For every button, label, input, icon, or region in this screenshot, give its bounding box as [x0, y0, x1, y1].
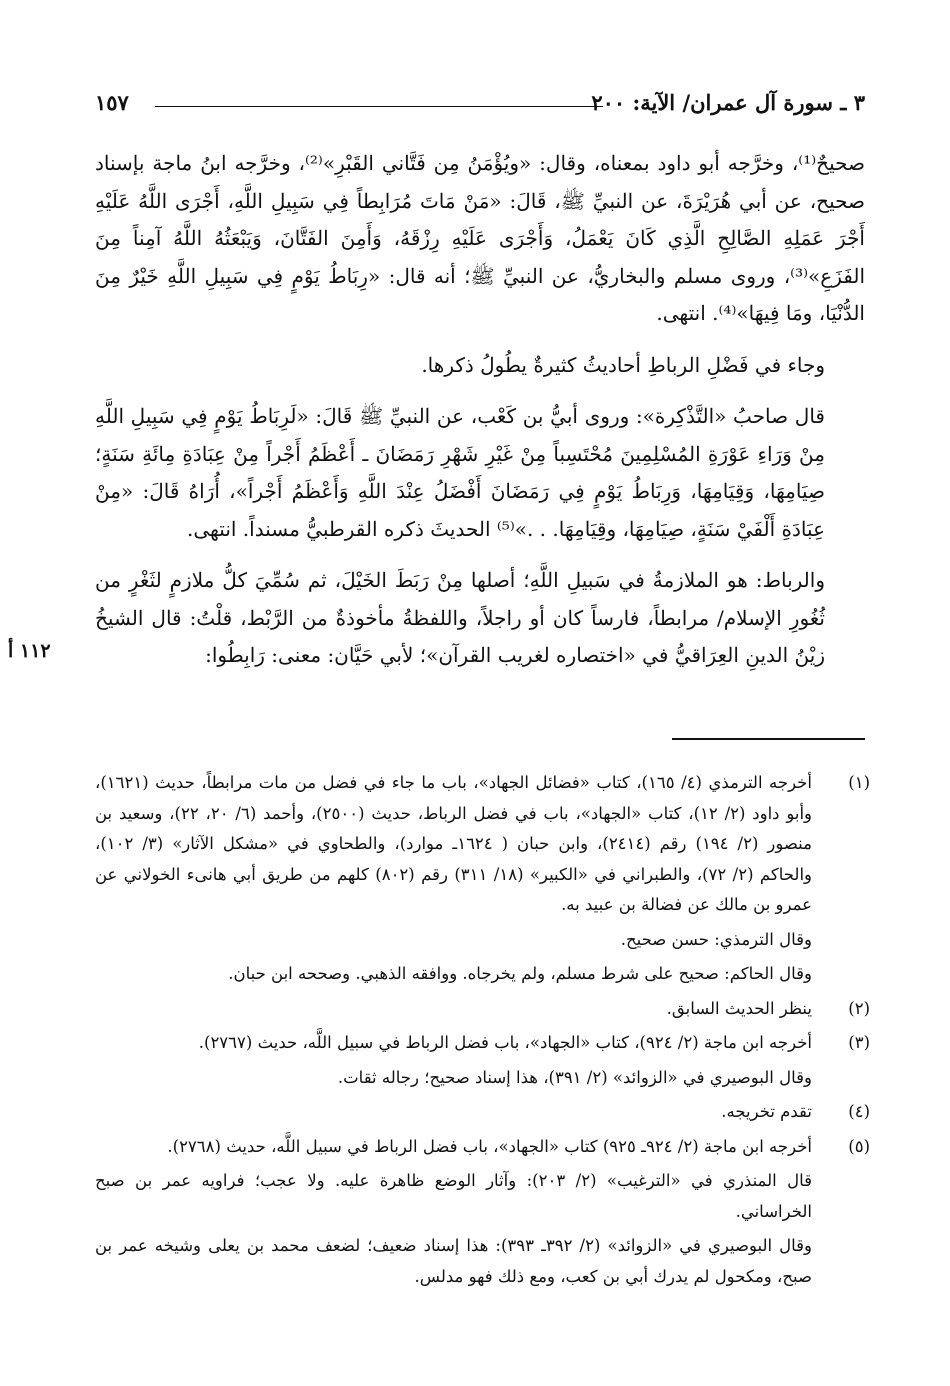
footnote-number: (٥) [848, 1136, 870, 1156]
footnote-4 [95, 1097, 870, 1128]
footnote-number: (٣) [848, 1033, 870, 1052]
body-paragraph-2: وجاء في فَضْلِ الرباطِ أحاديثُ كثيرةٌ يطُولُ ذكرها. [421, 352, 825, 377]
footnote-line: قال المنذري في «الترغيب» (٢/ ٢٠٣): وآثار الوضع ظاهرة عليه. ولا عجب؛ فراويه عمر بن صبح الخراساني. [95, 1171, 813, 1221]
header-title: ٣ ـ سورة آل عمران/ الآية: ٢٠٠ [591, 90, 865, 115]
header-rule [155, 106, 603, 107]
footnote-line: ينظر الحديث السابق. [666, 998, 812, 1018]
body-paragraph-1: صحيحٌ⁽¹⁾، وخرَّجه أبو داود بمعناه، وقال: «ويُؤْمَنُ مِن فَتَّاني القَبْرِ»⁽²⁾، وخرَّجه ابنُ ماجة بإسناد صحيح، عن أبي هُرَيْرَةَ، عن النبيِّ ﷺ، قَالَ: «مَنْ مَاتَ مُرَابِطاً فِي سَبِيلِ اللَّهِ، أَجْرَى اللَّهُ عَلَيْهِ أَجْرَ عَمَلِهِ الصَّالِحِ الَّذِي كَانَ يَعْمَلُ، وَأَجْرَى عَلَيْهِ رِزْقَهُ، وَأَمِنَ الفَتَّانَ، وَيَبْعَثُهُ اللَّهُ آمِناً مِنَ الفَزَعِ»⁽³⁾، وروى مسلم والبخاريُّ، عن النبيِّ ﷺ؛ أنه قال: «رِبَاطُ يَوْمٍ فِي سَبِيلِ اللَّهِ خَيْرٌ مِنَ الدُّنْيَا، ومَا فِيهَا»⁽⁴⁾. انتهى. [95, 151, 865, 325]
footnote-1 [95, 768, 870, 990]
footnote-line: أخرجه الترمذي (٤/ ١٦٥)، كتاب «فضائل الجهاد»، باب ما جاء في فضل من مات مرابطاً، حديث (١٦٢١)، وأبو داود (٢/ ١٢)، كتاب «الجهاد»، باب في فضل الرباط، حديث (٢٥٠٠)، وأحمد (٦/ ٢٠، ٢٢)، وسعيد بن منصور (٢/ ١٩٤) رقم (٢٤١٤)، وابن حبان ( ١٦٢٤ـ موارد)، والطحاوي في «مشكل الآثار» (٣/ ١٠٢)، والحاكم (٢/ ٧٢)، والطبراني في «الكبير» (١٨/ ٣١١) رقم (٨٠٢) كلهم من طريق أبي هانىء الخولاني عن عمرو بن مالك عن فضالة بن عبيد به. [95, 773, 813, 914]
footnote-text [95, 994, 812, 1025]
footnote-line: وقال الحاكم: صحيح على شرط مسلم، ولم يخرجاه. ووافقه الذهبي. وصححه ابن حبان. [228, 964, 812, 983]
footnote-text [95, 1132, 812, 1293]
running-header [95, 86, 865, 126]
footnote-line: أخرجه ابن ماجة (٢/ ٩٢٤ـ ٩٢٥) كتاب «الجهاد»، باب فضل الرباط في سبيل اللَّه، حديث (٢٧٦٨). [167, 1136, 812, 1156]
footnotes [95, 768, 870, 1296]
footnote-number: (٢) [848, 998, 870, 1018]
footnote-separator [672, 738, 865, 740]
footnote-number: (١) [848, 773, 870, 792]
manuscript-margin-reference: ١١٢ أ [8, 640, 51, 662]
footnote-3 [95, 1028, 870, 1093]
body-paragraph-3: قال صاحبُ «التَّذْكِرة»: وروى أبيُّ بن كَعْب، عن النبيِّ ﷺ قَالَ: «لَرِبَاطُ يَوْمٍ فِي سَبِيلِ اللَّهِ مِنْ وَرَاءِ عَوْرَةِ المُسْلِمِينَ مُحْتَسِباً مِنْ غَيْرِ شَهْرِ رَمَضَانَ ـ أَعْظَمُ أَجْراً مِنْ عِبَادَةِ مِائَةِ سَنَةٍ؛ صِيَامِهَا، وَقِيَامِهَا، وَرِبَاطُ يَوْمٍ فِي رَمَضَانَ أَفْضَلُ عِنْدَ اللَّهِ وَأَعْظَمُ أَجْراً»، أُرَاهُ قَالَ: «مِنْ عِبَادَةِ أَلْفَيْ سَنَةٍ، صِيَامِهَا، وقِيَامِهَا. . .»⁽⁵⁾ الحديثَ ذكره القرطبيُّ مسنداً. انتهى. [95, 404, 825, 541]
footnote-text [95, 768, 812, 990]
page-number: ١٥٧ [95, 90, 129, 115]
footnote-line: تقدم تخريجه. [721, 1102, 812, 1121]
body-paragraph-4: والرباط: هو الملازمةُ في سَبيلِ اللَّهِ؛ أصلها مِنْ رَبَطَ الخَيْلَ، ثم سُمِّيَ كلُّ ملازمٍ لثَغْرٍ من ثُغُورِ الإسلام/ مرابطاً، فارساً كان أو راجلاً، واللفظةُ مأخوذةٌ من الرَّبْط، قلْتُ: قال الشيخُ زيْنُ الدينِ العِرَاقيُّ في «اختصاره لغريب القرآن»؛ لأبي حَيَّان: معنى: رَابِطُوا: [95, 568, 825, 667]
footnote-line: وقال البوصيري في «الزوائد» (٢/ ٣٩٢ـ ٣٩٣): هذا إسناد ضعيف؛ لضعف محمد بن يعلى وشيخه عمر بن صبح، ومكحول لم يدرك أبي بن كعب، ومع ذلك فهو مدلس. [95, 1236, 812, 1286]
main-text [95, 145, 865, 675]
footnote-line: أخرجه ابن ماجة (٢/ ٩٢٤)، كتاب «الجهاد»، باب فضل الرباط في سبيل اللَّه، حديث (٢٧٦٧). [198, 1033, 812, 1052]
footnote-text [95, 1097, 812, 1128]
footnote-line: وقال الترمذي: حسن صحيح. [620, 929, 812, 949]
footnote-line: وقال البوصيري في «الزوائد» (٢/ ٣٩١)، هذا إسناد صحيح؛ رجاله ثقات. [337, 1067, 812, 1087]
footnote-2 [95, 994, 870, 1025]
footnote-number: (٤) [848, 1102, 870, 1121]
footnote-5 [95, 1132, 870, 1293]
footnote-text [95, 1028, 812, 1093]
